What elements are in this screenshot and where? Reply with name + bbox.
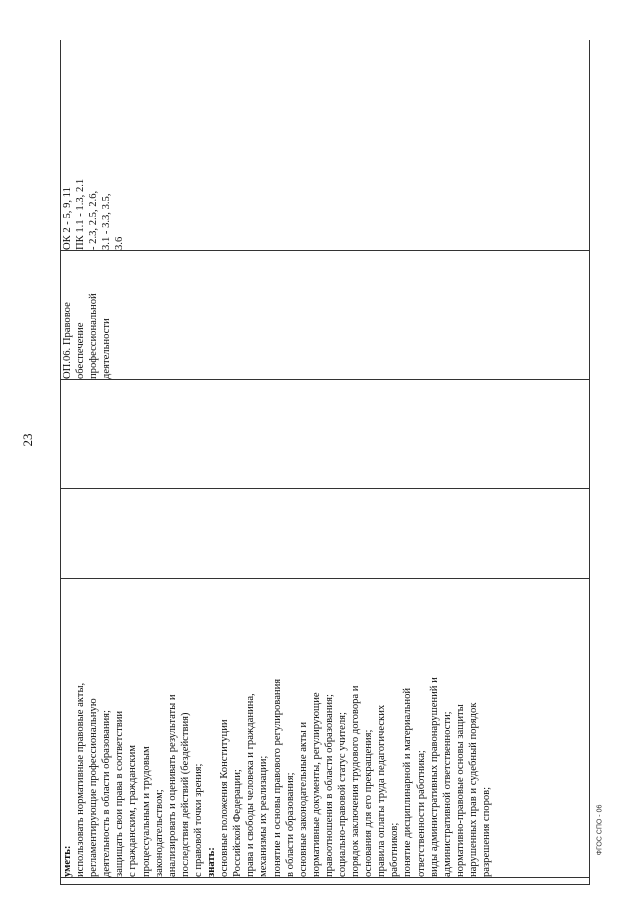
skills-line: регламентирующие профессиональную	[88, 698, 100, 877]
competence-line: 3.1 - 3.3, 3.5,	[101, 193, 113, 250]
skills-line: с правовой точки зрения;	[192, 763, 204, 877]
rotated-table-frame	[60, 40, 590, 885]
knowledge-line: административной ответственности;	[441, 711, 453, 877]
table-row	[61, 40, 590, 885]
knowledge-line: нарушенных прав и судебный порядок	[467, 702, 479, 877]
knowledge-line: основания для его прекращения;	[363, 729, 375, 877]
knowledge-line: разрешения споров;	[481, 786, 492, 877]
knowledge-line: основные положения Конституции	[219, 719, 231, 877]
skills-line: последствия действий (бездействия)	[179, 712, 191, 877]
skills-line: процессуальным и трудовым	[140, 746, 152, 877]
knowledge-line: правоотношения в области образования;	[323, 694, 335, 877]
discipline-line: профессиональной	[88, 293, 100, 379]
knowledge-line: правила оплаты труда педагогических	[376, 704, 388, 877]
knowledge-line: ответственности работника;	[415, 750, 427, 877]
knowledge-line: работников;	[389, 822, 401, 877]
knowledge-line: Российской Федерации;	[232, 769, 244, 877]
competence-codes	[61, 40, 126, 250]
competence-line: 3.6	[114, 236, 126, 250]
competence-cell	[61, 40, 590, 251]
knowledge-line: нормативные документы, регулирующие	[310, 692, 322, 877]
standards-table	[60, 40, 590, 885]
discipline-line: ОП.06. Правовое	[62, 302, 73, 379]
knowledge-line: понятие дисциплинарной и материальной	[402, 687, 414, 877]
discipline-cell	[61, 251, 590, 380]
discipline-title	[61, 251, 113, 379]
table-region	[60, 40, 590, 885]
footer-label: ФГОС СПО - 06	[596, 804, 604, 856]
hours-class-cell	[61, 380, 590, 489]
requirements-text	[61, 579, 493, 877]
knowledge-line: права и свободы человека и гражданина,	[245, 693, 257, 877]
skills-line: с гражданским, гражданским	[127, 745, 139, 877]
competence-line: ПК 1.1 - 1.3, 2.1	[75, 178, 87, 250]
knowledge-line: понятие и основы правового регулирования	[271, 678, 283, 877]
hours-max-cell	[61, 489, 590, 579]
competence-line: - 2.3, 2.5, 2.6,	[88, 190, 100, 250]
skills-line: анализировать и оценивать результаты и	[166, 694, 178, 877]
knowledge-line: социально-правовой статус учителя;	[336, 712, 348, 877]
requirements-cell	[61, 579, 590, 878]
knowledge-heading: знать:	[206, 847, 218, 877]
discipline-line: деятельности	[101, 318, 113, 379]
knowledge-line: основные законодательные акты и	[297, 721, 309, 877]
competence-line: ОК 2 - 5, 9, 11	[62, 187, 73, 250]
index-cell	[61, 878, 590, 885]
knowledge-line: механизмы их реализации;	[258, 755, 270, 877]
skills-line: защищать свои права в соответствии	[114, 710, 126, 877]
knowledge-line: виды административных правонарушений и	[428, 677, 440, 877]
discipline-line: обеспечение	[75, 322, 87, 379]
skills-line: использовать нормативные правовые акты,	[75, 682, 87, 877]
knowledge-line: нормативно-правовые основы защиты	[454, 704, 466, 877]
knowledge-line: в области образования;	[284, 772, 296, 877]
page-number: 23	[20, 433, 35, 447]
skills-line: законодательством;	[153, 789, 165, 877]
skills-heading: уметь:	[62, 845, 73, 877]
knowledge-line: порядок заключения трудового договора и	[350, 685, 362, 877]
skills-line: деятельность в области образования;	[101, 710, 113, 877]
